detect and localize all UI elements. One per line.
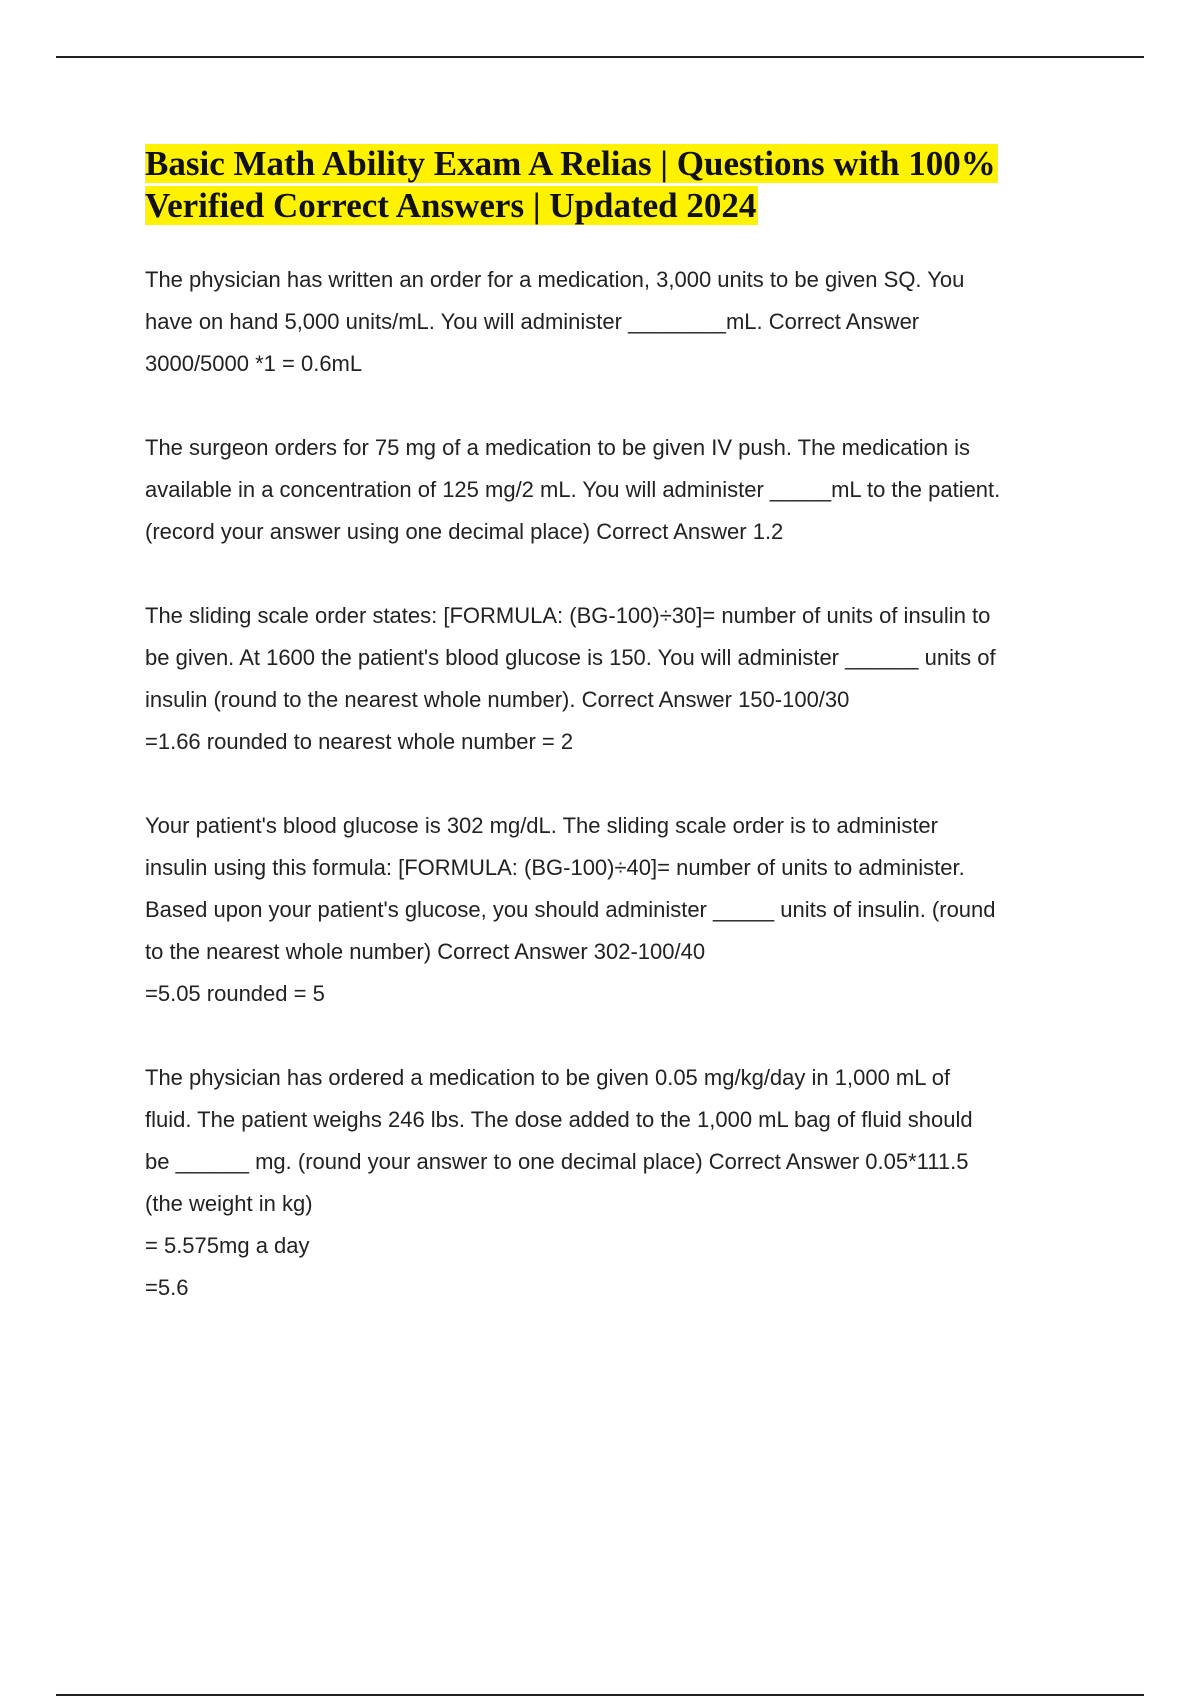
question-1-answer: 3000/5000 *1 = 0.6mL — [145, 351, 363, 376]
question-5-answer: =5.6 — [145, 1275, 189, 1300]
question-3-line: be given. At 1600 the patient's blood glucose is 150. You will administer ______ units of — [145, 645, 996, 670]
question-3-line: insulin (round to the nearest whole number). Correct Answer 150-100/30 — [145, 687, 850, 712]
page-bottom-rule — [56, 1694, 1144, 1696]
question-4-line: Based upon your patient's glucose, you should administer _____ units of insulin. (round — [145, 897, 996, 922]
question-5-line: fluid. The patient weighs 246 lbs. The dose added to the 1,000 mL bag of fluid should — [145, 1107, 973, 1132]
question-5-answer: = 5.575mg a day — [145, 1233, 310, 1258]
question-5 — [145, 1057, 1080, 1309]
question-1-line: The physician has written an order for a medication, 3,000 units to be given SQ. You — [145, 267, 965, 292]
question-2-answer: (record your answer using one decimal place) Correct Answer 1.2 — [145, 519, 784, 544]
question-3-answer: =1.66 rounded to nearest whole number = 2 — [145, 729, 574, 754]
question-2 — [145, 427, 1080, 553]
question-4-line: insulin using this formula: [FORMULA: (BG-100)÷40]= number of units to administer. — [145, 855, 965, 880]
title-line-2: Verified Correct Answers | Updated 2024 — [145, 186, 757, 225]
question-3 — [145, 595, 1080, 763]
question-4 — [145, 805, 1080, 1015]
question-2-line: The surgeon orders for 75 mg of a medication to be given IV push. The medication is — [145, 435, 971, 460]
question-4-line: Your patient's blood glucose is 302 mg/dL. The sliding scale order is to administer — [145, 813, 938, 838]
question-2-line: available in a concentration of 125 mg/2 mL. You will administer _____mL to the patient. — [145, 477, 1001, 502]
question-1-line: have on hand 5,000 units/mL. You will administer ________mL. Correct Answer — [145, 309, 920, 334]
title-line-1: Basic Math Ability Exam A Relias | Questions with 100% — [145, 144, 996, 183]
page-top-rule — [56, 56, 1144, 58]
question-5-line: be ______ mg. (round your answer to one decimal place) Correct Answer 0.05*111.5 — [145, 1149, 969, 1174]
question-5-line: (the weight in kg) — [145, 1191, 313, 1216]
question-4-line: to the nearest whole number) Correct Answer 302-100/40 — [145, 939, 706, 964]
question-4-answer: =5.05 rounded = 5 — [145, 981, 325, 1006]
document-title — [145, 143, 1080, 227]
question-1 — [145, 259, 1080, 385]
question-3-line: The sliding scale order states: [FORMULA: (BG-100)÷30]= number of units of insulin to — [145, 603, 991, 628]
question-5-line: The physician has ordered a medication to be given 0.05 mg/kg/day in 1,000 mL of — [145, 1065, 951, 1090]
document-body — [145, 143, 1080, 1309]
